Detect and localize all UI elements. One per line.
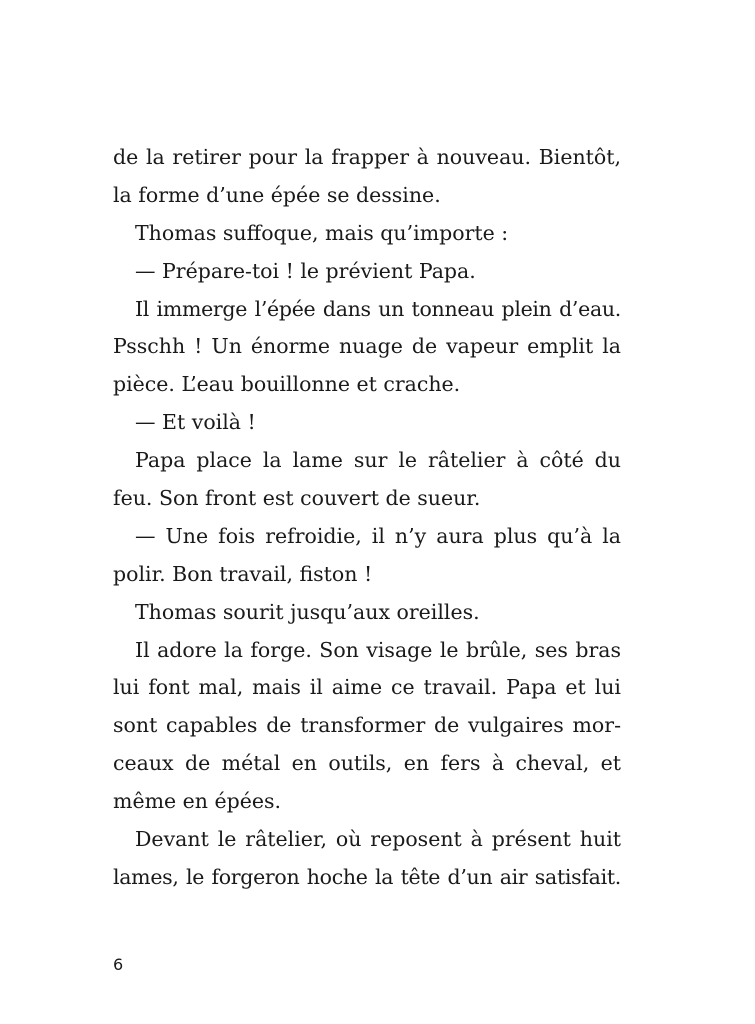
text-line: lui font mal, mais il aime ce travail. Papa et lui — [113, 675, 621, 700]
text-line: Papa place la lame sur le râtelier à côté du — [135, 448, 621, 473]
text-line: sont capables de transformer de vulgaires mor- — [113, 713, 621, 738]
text-line: Thomas sourit jusqu’aux oreilles. — [135, 599, 480, 624]
text-line: — Prépare-toi ! le prévient Papa. — [135, 258, 476, 283]
text-line: pièce. L’eau bouillonne et crache. — [113, 372, 461, 397]
text-line: Il adore la forge. Son visage le brûle, ses bras — [135, 637, 621, 662]
text-line: Devant le râtelier, où reposent à présent huit — [135, 827, 621, 852]
text-line: — Et voilà ! — [135, 410, 256, 435]
text-line: de la retirer pour la frapper à nouveau. Bientôt, — [113, 145, 621, 169]
text-line: même en épées. — [113, 789, 282, 814]
text-line: Il immerge l’épée dans un tonneau plein d’eau. — [135, 296, 621, 321]
text-line: lames, le forgeron hoche la tête d’un air satisfait. — [113, 864, 621, 889]
page-body — [113, 139, 621, 897]
text-line: ceaux de métal en outils, en fers à cheval, et — [113, 751, 621, 776]
page-number: 6 — [113, 955, 124, 974]
text-line: feu. Son front est couvert de sueur. — [113, 486, 481, 511]
text-line: Psschh ! Un énorme nuage de vapeur emplit la — [113, 334, 621, 359]
text-line: la forme d’une épée se dessine. — [113, 182, 441, 207]
text-line: — Une fois refroidie, il n’y aura plus qu’à la — [135, 523, 621, 548]
text-line: polir. Bon travail, fiston ! — [113, 561, 373, 586]
text-line: Thomas suffoque, mais qu’importe : — [135, 220, 509, 245]
